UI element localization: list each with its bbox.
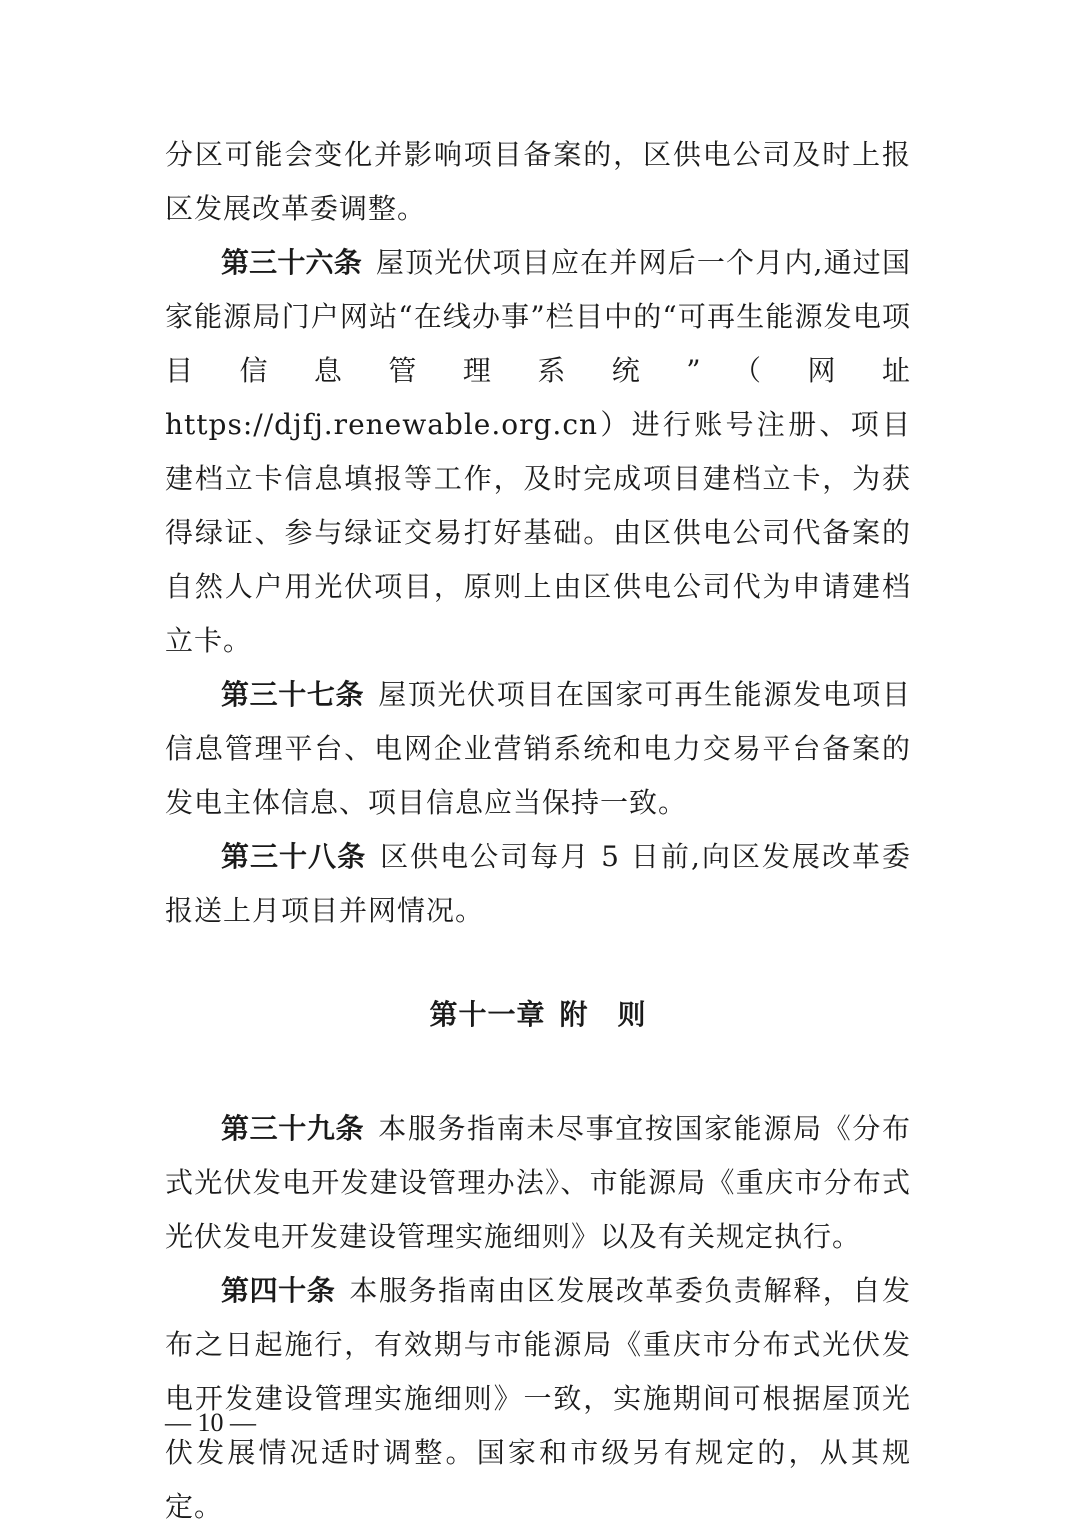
- article-37-text: 屋顶光伏项目在国家可再生能源发电项目信息管理平台、电网企业营销系统和电力交易平台备案的发电主体信息、项目信息应当保持一致。: [165, 678, 911, 819]
- article-37: [165, 668, 911, 830]
- document-body: [165, 128, 911, 1534]
- article-40: [165, 1264, 911, 1534]
- article-39-label: 第三十九条: [221, 1112, 365, 1145]
- chapter-number: 第十一章: [429, 998, 546, 1031]
- article-38: [165, 830, 911, 938]
- chapter-heading: [165, 988, 911, 1042]
- chapter-title: 附 则: [559, 998, 647, 1031]
- article-40-label: 第四十条: [221, 1274, 336, 1307]
- article-40-text: 本服务指南由区发展改革委负责解释，自发布之日起施行，有效期与市能源局《重庆市分布式光伏发电开发建设管理实施细则》一致，实施期间可根据屋顶光伏发展情况适时调整。国家和市级另有规定的，从其规定。: [165, 1274, 911, 1523]
- page-number: — 10 —: [165, 1408, 256, 1437]
- article-39: [165, 1102, 911, 1264]
- article-38-label: 第三十八条: [221, 840, 367, 873]
- article-38-text: 区供电公司每月 5 日前,向区发展改革委报送上月项目并网情况。: [165, 840, 911, 927]
- article-39-text: 本服务指南未尽事宜按国家能源局《分布式光伏发电开发建设管理办法》、市能源局《重庆市分布式光伏发电开发建设管理实施细则》以及有关规定执行。: [165, 1112, 911, 1253]
- article-37-label: 第三十七条: [221, 678, 365, 711]
- article-36-text: 屋顶光伏项目应在并网后一个月内,通过国家能源局门户网站“在线办事”栏目中的“可再生能源发电项目信息管理系统”（网址 https://djfj.renewable.org.cn）进行账号注册、项目建档立卡信息填报等工作，及时完成项目建档立卡，为获得绿证、参与绿证交易打好基础。由区供电公司代备案的自然人户用光伏项目，原则上由区供电公司代为申请建档立卡。: [165, 246, 911, 657]
- article-36-label: 第三十六条: [221, 246, 362, 279]
- article-36: [165, 236, 911, 668]
- paragraph-continuation: 分区可能会变化并影响项目备案的，区供电公司及时上报区发展改革委调整。: [165, 138, 911, 225]
